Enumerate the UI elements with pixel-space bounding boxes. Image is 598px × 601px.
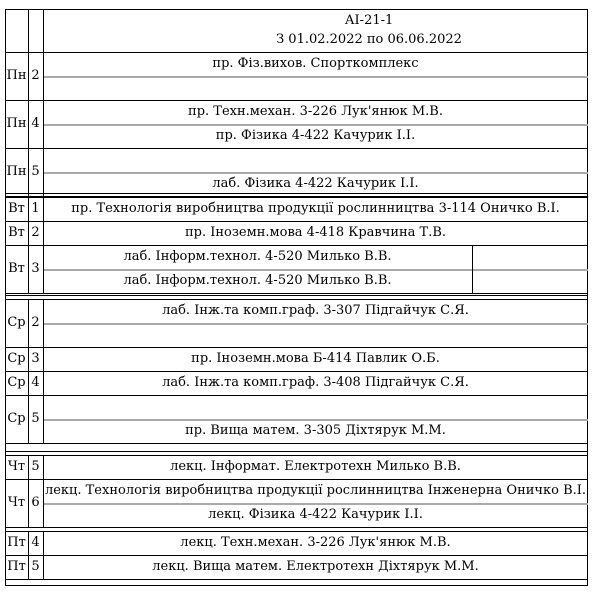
grid-line: [5, 295, 588, 296]
grid-line: [5, 347, 588, 348]
table-border: [5, 9, 588, 586]
lesson-text: лекц. Фізика 4-422 Качурик І.І.: [208, 507, 423, 522]
grid-line: [5, 221, 588, 222]
day-label: Ср: [7, 315, 26, 330]
slot-divider: [43, 269, 588, 271]
lesson-text: лаб. Інформ.технол. 4-520 Милько В.В.: [123, 273, 392, 288]
lesson-text: лаб. Фізика 4-422 Качурик І.І.: [212, 176, 419, 191]
lesson-number: 2: [31, 225, 40, 240]
day-label: Вт: [8, 261, 25, 276]
grid-line: [28, 197, 29, 293]
grid-line: [5, 100, 588, 101]
slot-divider: [43, 503, 588, 505]
lesson-text: лекц. Техн.механ. 3-226 Лук'янюк М.В.: [180, 535, 451, 550]
day-label: Ср: [7, 375, 26, 390]
grid-line: [28, 52, 29, 196]
lesson-number: 2: [31, 68, 40, 83]
lesson-text: лекц. Інформат. Електротехн Милько В.В.: [170, 459, 461, 474]
slot-divider: [43, 172, 588, 174]
day-label: Пн: [6, 68, 27, 83]
day-label: Вт: [8, 225, 25, 240]
grid-line: [5, 555, 588, 556]
grid-line: [28, 9, 29, 52]
lesson-number: 4: [31, 535, 40, 550]
grid-line: [5, 52, 588, 53]
lesson-number: 2: [31, 315, 40, 330]
grid-line: [5, 299, 588, 300]
schedule-table: [5, 9, 588, 586]
grid-line: [28, 455, 29, 527]
slot-divider: [43, 124, 588, 126]
grid-line: [43, 299, 44, 443]
grid-line: [43, 531, 44, 579]
lesson-number: 6: [31, 495, 40, 510]
lesson-text: пр. Вища матем. 3-305 Діхтярук М.М.: [185, 423, 446, 438]
grid-line: [5, 371, 588, 372]
grid-line: [5, 479, 588, 480]
lesson-number: 5: [31, 411, 40, 426]
lesson-text: лаб. Інж.та комп.граф. 3-408 Підгайчук С.Я.: [162, 375, 469, 390]
grid-line: [28, 299, 29, 443]
grid-line: [5, 245, 588, 246]
grid-line: [5, 443, 588, 444]
lesson-number: 5: [31, 559, 40, 574]
day-label: Вт: [8, 201, 25, 216]
grid-line: [5, 197, 588, 198]
grid-line: [43, 52, 44, 196]
day-label: Пн: [6, 116, 27, 131]
lesson-number: 5: [31, 459, 40, 474]
grid-line: [5, 579, 588, 580]
lesson-number: 3: [31, 261, 40, 276]
grid-line: [5, 451, 588, 452]
lesson-text: пр. Фізика 4-422 Качурик І.І.: [215, 128, 416, 143]
day-label: Ср: [7, 351, 26, 366]
group-title: АІ-21-1: [344, 13, 394, 28]
lesson-text: лаб. Інформ.технол. 4-520 Милько В.В.: [123, 249, 392, 264]
day-label: Чт: [7, 459, 26, 474]
lesson-text: лекц. Технологія виробництва продукції рослинництва Інженерна Оничко В.І.: [44, 483, 587, 498]
grid-line: [5, 455, 588, 456]
grid-line: [5, 148, 588, 149]
lesson-text: пр. Іноземн.мова 4-418 Кравчина Т.В.: [184, 225, 447, 240]
grid-line: [5, 531, 588, 532]
lesson-number: 5: [31, 164, 40, 179]
lesson-text: пр. Іноземн.мова Б-414 Павлик О.Б.: [191, 351, 440, 366]
slot-divider: [43, 419, 588, 421]
lesson-text: лекц. Вища матем. Електротехн Діхтярук М.М.: [152, 559, 479, 574]
grid-line: [43, 197, 44, 293]
day-label: Ср: [7, 411, 26, 426]
day-label: Пн: [6, 164, 27, 179]
grid-line: [5, 395, 588, 396]
lesson-number: 3: [31, 351, 40, 366]
grid-line: [5, 527, 588, 528]
lesson-text: пр. Фіз.вихов. Спорткомплекс: [212, 56, 419, 71]
day-label: Пт: [7, 559, 26, 574]
lesson-text: пр. Технологія виробництва продукції рослинництва 3-114 Оничко В.І.: [71, 201, 560, 216]
slot-divider: [43, 76, 588, 78]
grid-line: [5, 193, 588, 194]
grid-line: [43, 9, 44, 52]
lesson-text: лаб. Інж.та комп.граф. 3-307 Підгайчук С.Я.: [162, 303, 469, 318]
period-range: З 01.02.2022 по 06.06.2022: [276, 32, 462, 47]
day-label: Пт: [7, 535, 26, 550]
day-label: Чт: [7, 495, 26, 510]
grid-line: [28, 531, 29, 579]
lesson-text: пр. Техн.механ. 3-226 Лук'янюк М.В.: [188, 104, 443, 119]
lesson-number: 4: [31, 375, 40, 390]
grid-line: [43, 455, 44, 527]
lesson-number: 4: [31, 116, 40, 131]
lesson-number: 1: [31, 201, 40, 216]
grid-line: [472, 245, 473, 293]
slot-divider: [43, 323, 588, 325]
grid-line: [5, 293, 588, 294]
